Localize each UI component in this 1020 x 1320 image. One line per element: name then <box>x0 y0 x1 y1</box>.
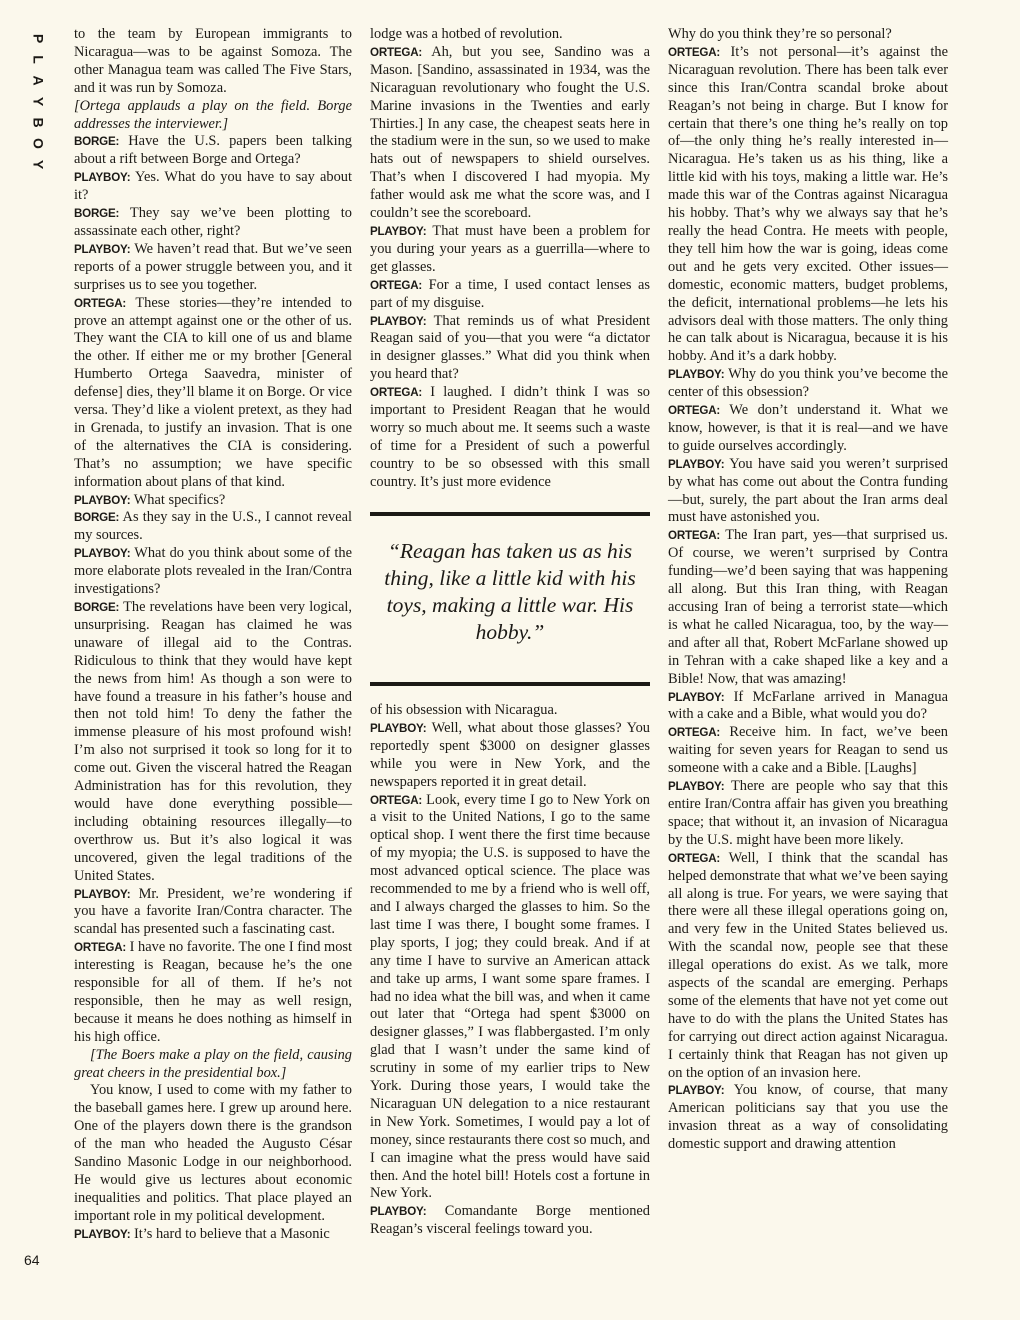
paragraph <box>668 402 948 456</box>
speaker-label: BORGE: <box>74 511 120 525</box>
paragraph <box>370 277 650 313</box>
paragraph <box>74 939 352 1046</box>
paragraph-text: Well, what about those glasses? You reportedly spent $3000 on designer glasses while you were in New York, and the newspapers reported it in great detail. <box>370 719 650 790</box>
paragraph <box>74 509 352 545</box>
speaker-label: ORTEGA: <box>668 529 721 543</box>
speaker-label: PLAYBOY: <box>668 368 725 382</box>
paragraph <box>668 689 948 725</box>
column-2 <box>370 26 650 492</box>
paragraph <box>668 366 948 402</box>
paragraph <box>74 295 352 492</box>
speaker-label: PLAYBOY: <box>74 547 131 561</box>
paragraph <box>74 98 352 134</box>
stage-direction: [The Boers make a play on the field, causing great cheers in the presidential box.] <box>74 1046 352 1081</box>
paragraph-text: Comandante Borge mentioned Reagan’s visceral feelings toward you. <box>370 1203 650 1238</box>
paragraph-text: You have said you weren’t surprised by what has come out about the Contra funding—but, surely, the part about the Iran arms deal must have astonished you. <box>668 455 948 526</box>
speaker-label: PLAYBOY: <box>74 1227 131 1241</box>
paragraph <box>668 26 948 44</box>
paragraph-text: Look, every time I go to New York on a visit to the United Nations, I go to the same optical shop. I went there the first time because of my myopia; the U.S. is supposed to have the most advanced optical science. The place was recommended to me by a friend who is well off, and I always charged the glasses to him. So the last time I was there, I bought some frames. I play sports, I jog; they could break. And if at any time I have to survive an American attack and take up arms, I want some spare frames. I had no idea what the bill was, and when it came out later that “Ortega had spent $3000 on designer glasses,” I was flabbergasted. I’m only glad that I wasn’t under the same kind of scrutiny in some of my earlier trips to New York. During those years, I would take the Nicaraguan UN delegation to a nice restaurant in New York. Sometimes, I would pay a lot of money, since restaurants there cost so much, and I can imagine what the press would have said then. And the hotel bill! Hotels cost a fortune in New York. <box>370 791 650 1202</box>
speaker-label: PLAYBOY: <box>668 1084 725 1098</box>
paragraph <box>370 26 650 44</box>
paragraph-text: What do you think about some of the more elaborate plots revealed in the Iran/Contra investigations? <box>74 545 352 598</box>
paragraph <box>74 241 352 295</box>
speaker-label: ORTEGA: <box>74 941 127 955</box>
paragraph <box>668 456 948 528</box>
paragraph-text: For a time, I used contact lenses as part of my disguise. <box>370 276 650 311</box>
paragraph-text: lodge was a hotbed of revolution. <box>370 26 563 42</box>
speaker-label: PLAYBOY: <box>370 224 427 238</box>
paragraph <box>668 1082 948 1154</box>
paragraph <box>370 223 650 277</box>
speaker-label: PLAYBOY: <box>370 721 427 735</box>
paragraph <box>370 1203 650 1239</box>
speaker-label: ORTEGA: <box>370 45 423 59</box>
paragraph-text: I have no favorite. The one I find most interesting is Reagan, because he’s the one responsible for all of them. If he’s not responsible, then he may as well resign, because it means he does nothing as himself in his high office. <box>74 939 352 1045</box>
paragraph <box>668 527 948 688</box>
paragraph-text: I laughed. I didn’t think I was so important to President Reagan that he would worry so much about me. It seems such a waste of time for a President of such a powerful country to be so obsessed with this small country. It’s just more evidence <box>370 384 650 490</box>
paragraph <box>74 205 352 241</box>
paragraph-text: to the team by European immigrants to Nicaragua—was to be against Somoza. The other Managua team was called The Five Stars, and it was run by Somoza. <box>74 26 352 96</box>
paragraph <box>74 1082 352 1225</box>
paragraph <box>668 724 948 778</box>
paragraph-text: The Iran part, yes—that surprised us. Of course, we weren’t surprised by Contra funding—we’d been saying that was happening all along. But this Iran thing, with Reagan accusing Iran of being a terrorist state—which is what he called Nicaragua, too, by the way—and after all that, Robert McFarlane showed up in Tehran with a cake shaped like a key and a Bible! Now, that was amazing! <box>668 527 948 687</box>
speaker-label: PLAYBOY: <box>370 314 427 328</box>
paragraph <box>74 545 352 599</box>
speaker-label: BORGE: <box>74 601 120 614</box>
speaker-label: PLAYBOY: <box>668 780 725 794</box>
paragraph <box>370 720 650 792</box>
column-2-continued <box>370 702 650 1239</box>
speaker-label: ORTEGA: <box>668 45 721 59</box>
paragraph-text: Well, I think that the scandal has helped demonstrate that what we’ve been saying all along is true. For years, we were saying that there were all these illegal operations going on, and very few in the United States believed us. With the scandal now, people see that these illegal operations do exist. As we talk, more aspects of the scandal are emerging. Perhaps some of the elements that have not yet come out have to do with the plans the United States has for carrying out direct action against Nicaragua. I certainly think that Reagan has not given up on the option of an invasion here. <box>668 849 948 1081</box>
paragraph-text: Ah, but you see, Sandino was a Mason. [Sandino, assassinated in 1934, was the Nicaraguan revolutionary who fought the U.S. Marine invasions in the Twenties and early Thirties.] In any case, the cheapest seats here in the stadium were in the sun, so we used to make hats out of newspapers to shield ourselves. That’s when I discovered I had myopia. My father would ask me what the score was, and I couldn’t see the scoreboard. <box>370 43 650 222</box>
paragraph <box>370 792 650 1204</box>
speaker-label: PLAYBOY: <box>370 1205 427 1219</box>
speaker-label: BORGE: <box>74 207 120 221</box>
paragraph-text: We don’t understand it. What we know, however, is that it is real—and we have to guide ourselves accordingly. <box>668 402 948 454</box>
paragraph-text: What specifics? <box>130 491 226 508</box>
speaker-label: PLAYBOY: <box>74 887 131 901</box>
pull-quote-text: “Reagan has taken us as his thing, like a little kid with his toys, making a little war. His hobby.” <box>384 539 636 644</box>
paragraph <box>370 313 650 385</box>
paragraph-text: Why do you think they’re so personal? <box>668 26 892 42</box>
paragraph <box>74 26 352 98</box>
paragraph <box>74 492 352 510</box>
paragraph-text: If McFarlane arrived in Managua with a cake and a Bible, what would you do? <box>668 688 948 723</box>
paragraph-text: Receive him. In fact, we’ve been waiting for seven years for Reagan to send us someone with a cake and a Bible. [Laughs] <box>668 724 948 777</box>
paragraph-text: That reminds us of what President Reagan said of you—that you were “a dictator in designer glasses.” What did you think when you heard that? <box>370 312 650 383</box>
paragraph <box>74 1226 352 1244</box>
column-1 <box>74 26 352 1244</box>
paragraph <box>370 384 650 491</box>
paragraph-text: The revelations have been very logical, unsurprising. Reagan has claimed he was unaware of illegal aid to the Contras. Ridiculous to think that they would have kept the news from him! As though a son were to have found a treasure in his father’s house and then not told him! To deny the father the immense pleasure of his most profound wish! I’m also not surprised it took so long for it to come out. Given the visceral hatred the Reagan Administration has for this revolution, they would have done everything possible—including obtaining resources illegally—to overthrow us. But it’s also logical it was uncovered, given the legal traditions of the United States. <box>74 599 352 884</box>
magazine-spine-label: P L A Y B O Y <box>30 33 47 170</box>
paragraph-text: of his obsession with Nicaragua. <box>370 702 558 718</box>
speaker-label: PLAYBOY: <box>668 690 725 704</box>
paragraph <box>370 702 650 720</box>
speaker-label: PLAYBOY: <box>74 171 131 185</box>
speaker-label: ORTEGA: <box>370 278 423 292</box>
paragraph <box>74 599 352 886</box>
column-3 <box>668 26 948 1154</box>
speaker-label: PLAYBOY: <box>74 242 131 256</box>
paragraph <box>74 169 352 205</box>
paragraph <box>668 850 948 1083</box>
paragraph-text: You know, of course, that many American politicians say that you use the invasion threat as a way of consolidating domestic support and drawing attention <box>668 1082 948 1153</box>
speaker-label: ORTEGA: <box>370 793 423 807</box>
paragraph <box>668 44 948 366</box>
paragraph <box>370 44 650 223</box>
pull-quote <box>370 512 650 686</box>
paragraph-text: We haven’t read that. But we’ve seen reports of a power struggle between you, and it surprises us to see you together. <box>74 240 352 293</box>
paragraph <box>74 133 352 169</box>
paragraph-text: It’s not personal—it’s against the Nicaraguan revolution. There has been talk ever since this Iran/Contra scandal broke about Reagan’s not being in charge. But I know for certain that there’s one thing he’s really on top of—the only thing he’s really interested in—Nicaragua. He’s taken us as his thing, like a little kid with his toys, making a little war. He’s made this war of the Contras against Nicaragua his hobby. That’s why we always say that he’s really the head Contra. He meets with people, they tell him how the war is going, ideas come out and he gets very excited. Other issues—domestic, economic matters, budget problems, the deficit, international problems—he lets his advisors deal with those matters. The only thing he can talk about is Nicaragua, because it is his hobby. And it’s a dark hobby. <box>668 43 948 365</box>
paragraph-text: As they say in the U.S., I cannot reveal my sources. <box>74 509 352 544</box>
speaker-label: ORTEGA: <box>668 726 721 740</box>
paragraph <box>668 778 948 850</box>
speaker-label: ORTEGA: <box>370 386 423 400</box>
speaker-label: PLAYBOY: <box>668 457 725 471</box>
paragraph-text: They say we’ve been plotting to assassinate each other, right? <box>74 205 352 239</box>
speaker-label: ORTEGA: <box>668 404 721 418</box>
paragraph <box>74 1047 352 1083</box>
paragraph-text: There are people who say that this entire Iran/Contra affair has given you breathing space; that without it, an invasion of Nicaragua by the U.S. might have been more likely. <box>668 778 948 848</box>
paragraph <box>74 886 352 940</box>
paragraph-text: These stories—they’re intended to prove an attempt against one or the other of us. They want the CIA to kill one of us and blame the other. If either me or my brother [General Humberto Ortega Saavedra, minister of defense] dies, they’ll blame it on Borge. Or vice versa. They’d like a violent pretext, as they had in Grenada, to justify an invasion. That is one of the alternatives the CIA is considering. That’s no assumption; we have specific information about plans of that kind. <box>74 294 352 490</box>
paragraph-text: It’s hard to believe that a Masonic <box>130 1225 330 1242</box>
speaker-label: ORTEGA: <box>74 296 127 310</box>
paragraph-text: You know, I used to come with my father to the baseball games here. I grew up around here. One of the players down there is the grandson of the man who headed the Augusto César Sandino Masonic Lodge in our neighborhood. He would give us lectures about economic inequalities and politics. That place played an important role in my political development. <box>74 1082 352 1224</box>
speaker-label: ORTEGA: <box>668 851 721 865</box>
paragraph-text: That must have been a problem for you during your years as a guerrilla—where to get glasses. <box>370 222 650 275</box>
stage-direction: [Ortega applauds a play on the field. Borge addresses the interviewer.] <box>74 97 352 132</box>
paragraph-text: Why do you think you’ve become the center of this obsession? <box>668 366 948 401</box>
paragraph-text: Have the U.S. papers been talking about a rift between Borge and Ortega? <box>74 133 352 168</box>
speaker-label: PLAYBOY: <box>74 493 131 507</box>
paragraph-text: Mr. President, we’re wondering if you have a favorite Iran/Contra character. The scandal has presented such a fascinating cast. <box>74 885 352 938</box>
page-number: 64 <box>24 1252 40 1268</box>
speaker-label: BORGE: <box>74 135 120 149</box>
paragraph-text: Yes. What do you have to say about it? <box>74 169 352 204</box>
